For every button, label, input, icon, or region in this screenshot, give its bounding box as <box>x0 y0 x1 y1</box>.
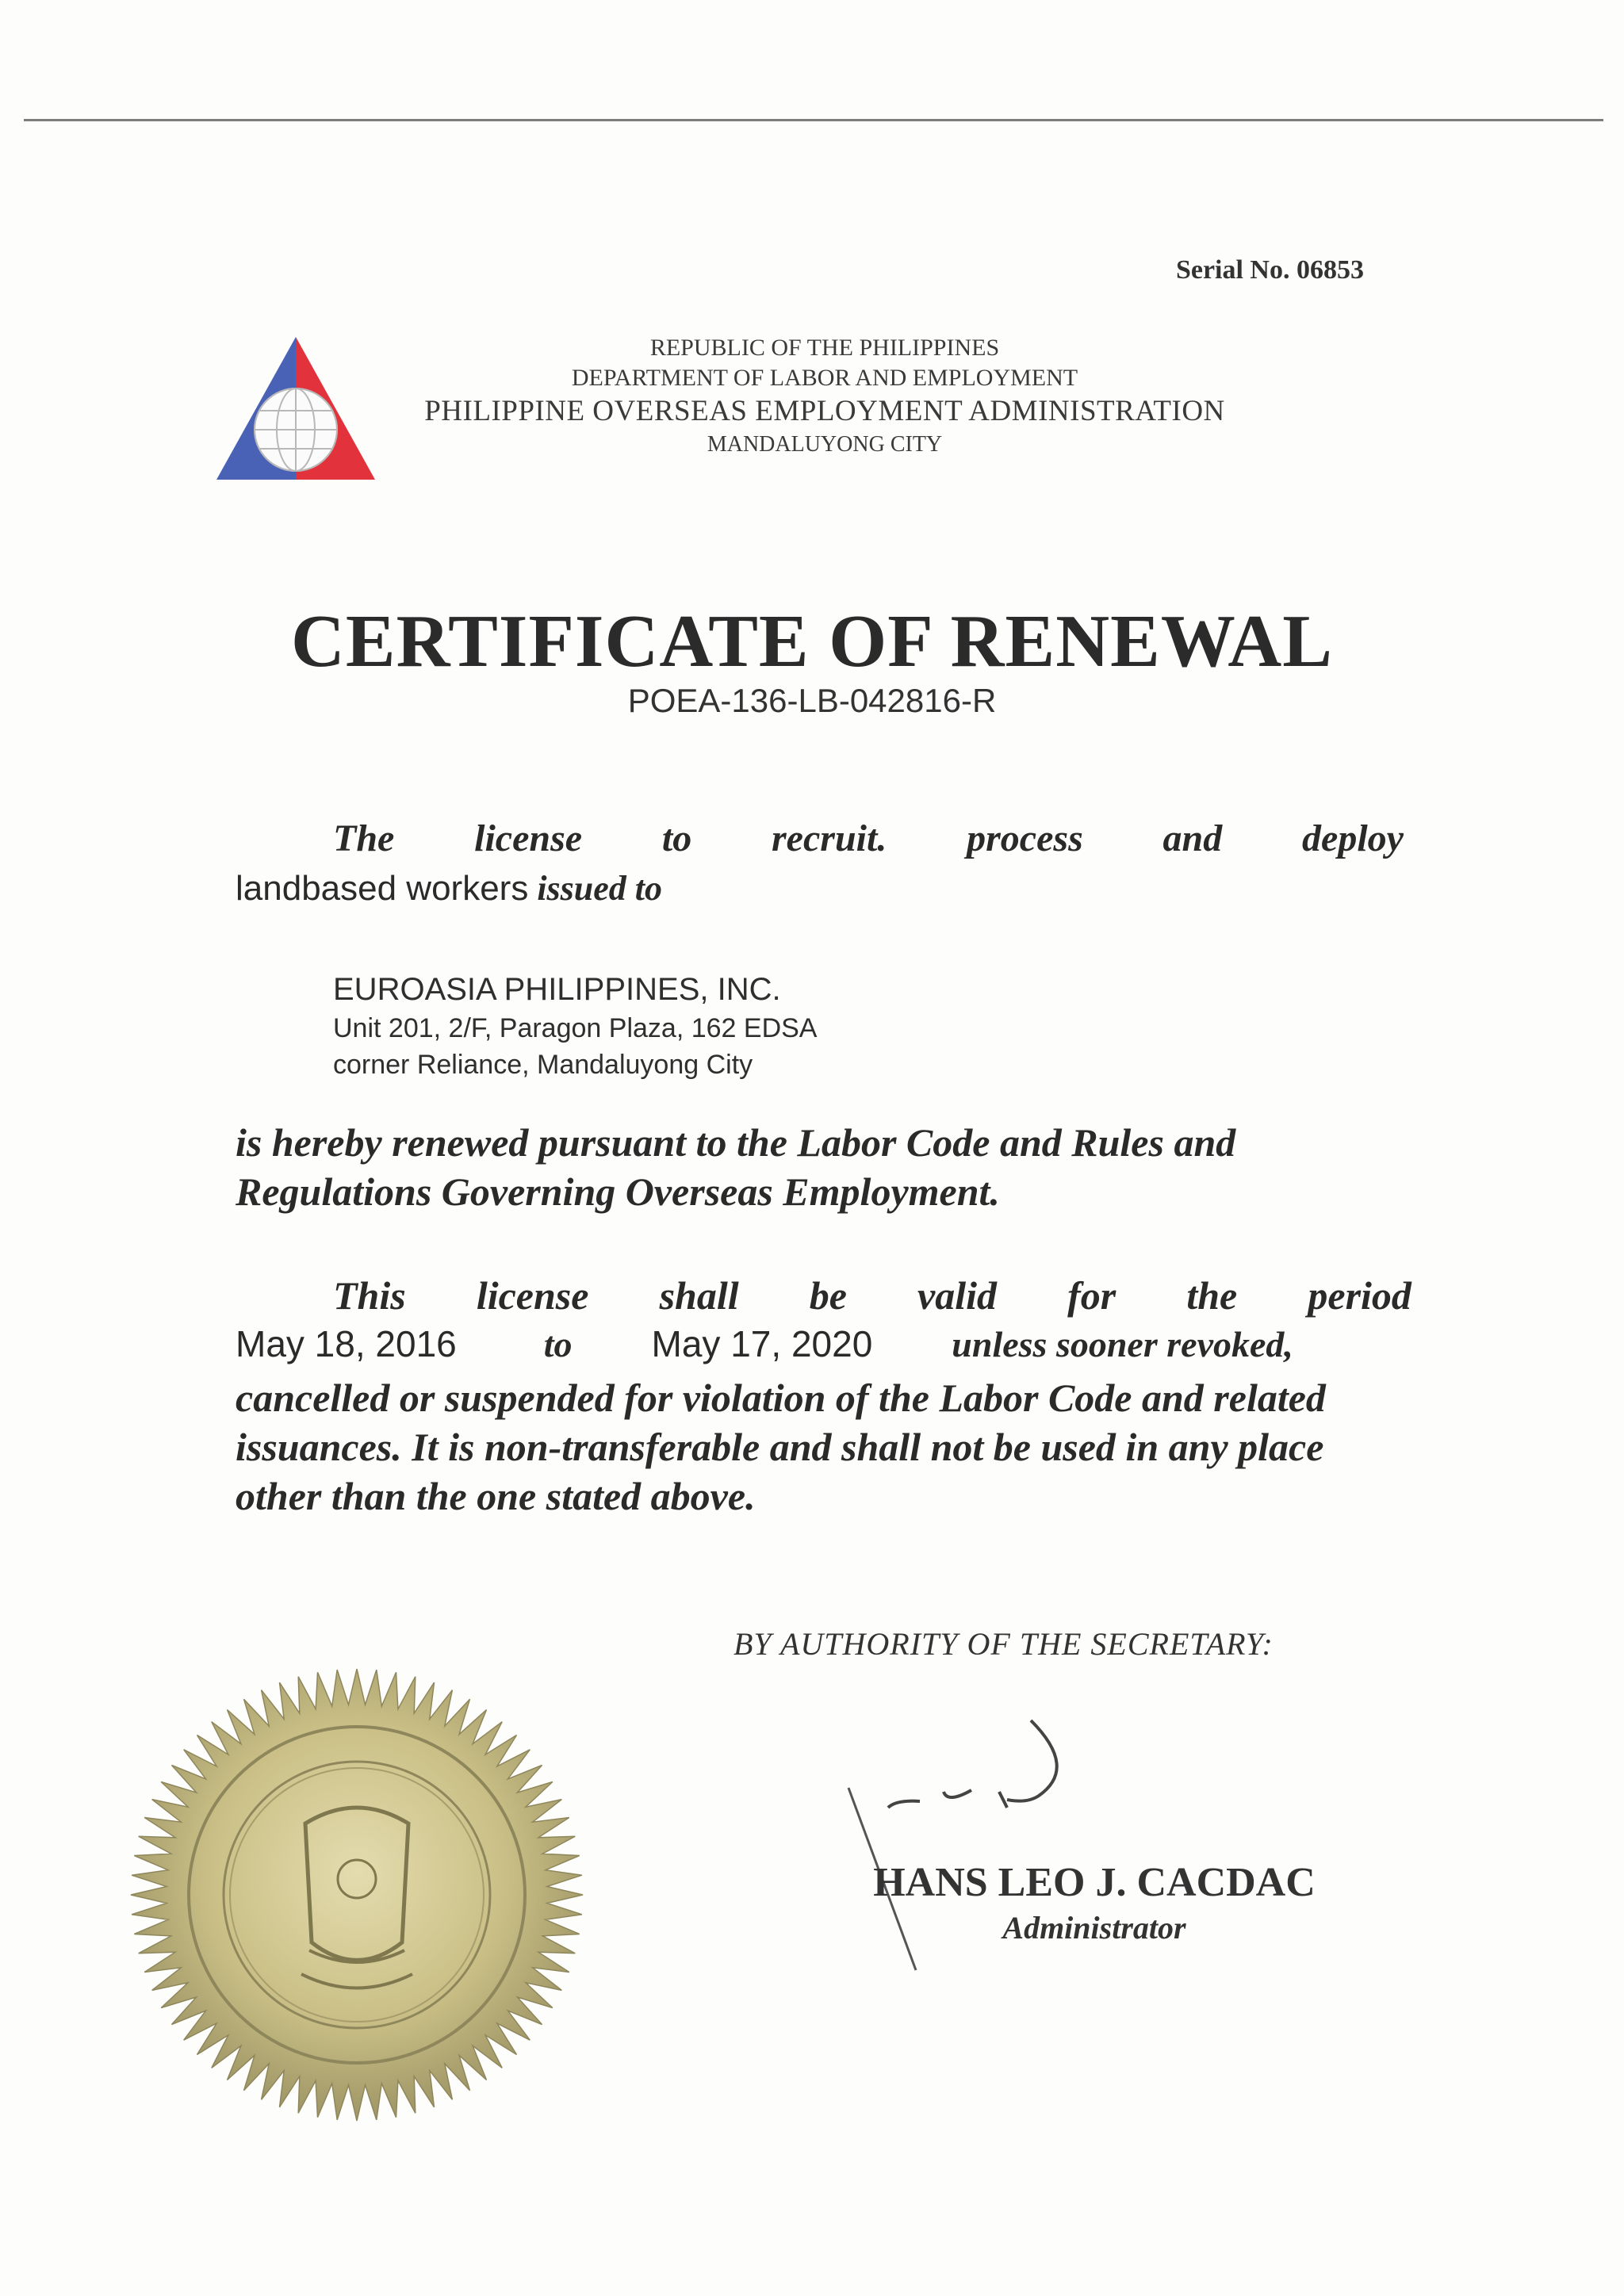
signatory-name: HANS LEO J. CACDAC <box>873 1860 1316 1905</box>
validity-word: license <box>476 1273 589 1318</box>
agency-name: PHILIPPINE OVERSEAS EMPLOYMENT ADMINISTRATION <box>424 395 1225 427</box>
validity-dates <box>236 1322 1293 1365</box>
validity-word: for <box>1067 1273 1116 1318</box>
agency-republic: REPUBLIC OF THE PHILIPPINES <box>649 335 1000 361</box>
top-divider <box>24 119 1603 121</box>
issued-to: issued to <box>537 869 663 908</box>
validity-conditions: cancelled or suspended for violation of the Labor Code and related issuances. It is non-transferable and shall not be used in any place other than the one stated above. <box>236 1376 1326 1518</box>
date-from: May 18, 2016 <box>236 1323 457 1364</box>
license-intro-continuation <box>236 868 662 909</box>
company-address-line1: Unit 201, 2/F, Paragon Plaza, 162 EDSA <box>333 1013 818 1043</box>
company-address-line2: corner Reliance, Mandaluyong City <box>333 1050 753 1080</box>
licensee-block <box>333 969 817 1083</box>
worker-type: landbased workers <box>236 869 529 908</box>
signatory-block <box>809 1859 1380 1946</box>
intro-word: The <box>333 817 395 859</box>
date-to: May 17, 2020 <box>651 1323 873 1364</box>
agency-header <box>333 333 1316 460</box>
authority-line: BY AUTHORITY OF THE SECRETARY: <box>733 1626 1274 1662</box>
agency-city: MANDALUYONG CITY <box>707 432 943 457</box>
serial-number: Serial No. 06853 <box>1175 255 1364 285</box>
company-name: EUROASIA PHILIPPINES, INC. <box>333 972 781 1007</box>
validity-word: shall <box>659 1273 739 1318</box>
intro-word: license <box>474 817 583 859</box>
renewal-statement: is hereby renewed pursuant to the Labor Code and Rules and Regulations Governing Overseas Employment. <box>236 1120 1236 1214</box>
gold-seal-icon <box>127 1665 587 2125</box>
signatory-title: Administrator <box>1002 1910 1186 1946</box>
intro-word: recruit. <box>771 817 887 859</box>
validity-word: valid <box>917 1273 998 1318</box>
validity-line <box>333 1272 1411 1318</box>
validity-word: the <box>1186 1273 1238 1318</box>
certificate-number: POEA-136-LB-042816-R <box>627 682 997 719</box>
date-separator: to <box>543 1324 573 1364</box>
revocation-clause: unless sooner revoked, <box>952 1324 1293 1364</box>
validity-word: be <box>809 1273 847 1318</box>
intro-word: to <box>661 817 692 859</box>
intro-word: deploy <box>1302 817 1404 859</box>
intro-word: and <box>1162 817 1223 859</box>
validity-word: period <box>1308 1273 1411 1318</box>
validity-word: This <box>333 1273 406 1318</box>
license-intro-line <box>333 817 1404 860</box>
intro-word: process <box>967 817 1083 859</box>
certificate-title: CERTIFICATE OF RENEWAL <box>291 600 1333 683</box>
agency-department: DEPARTMENT OF LABOR AND EMPLOYMENT <box>571 365 1078 391</box>
